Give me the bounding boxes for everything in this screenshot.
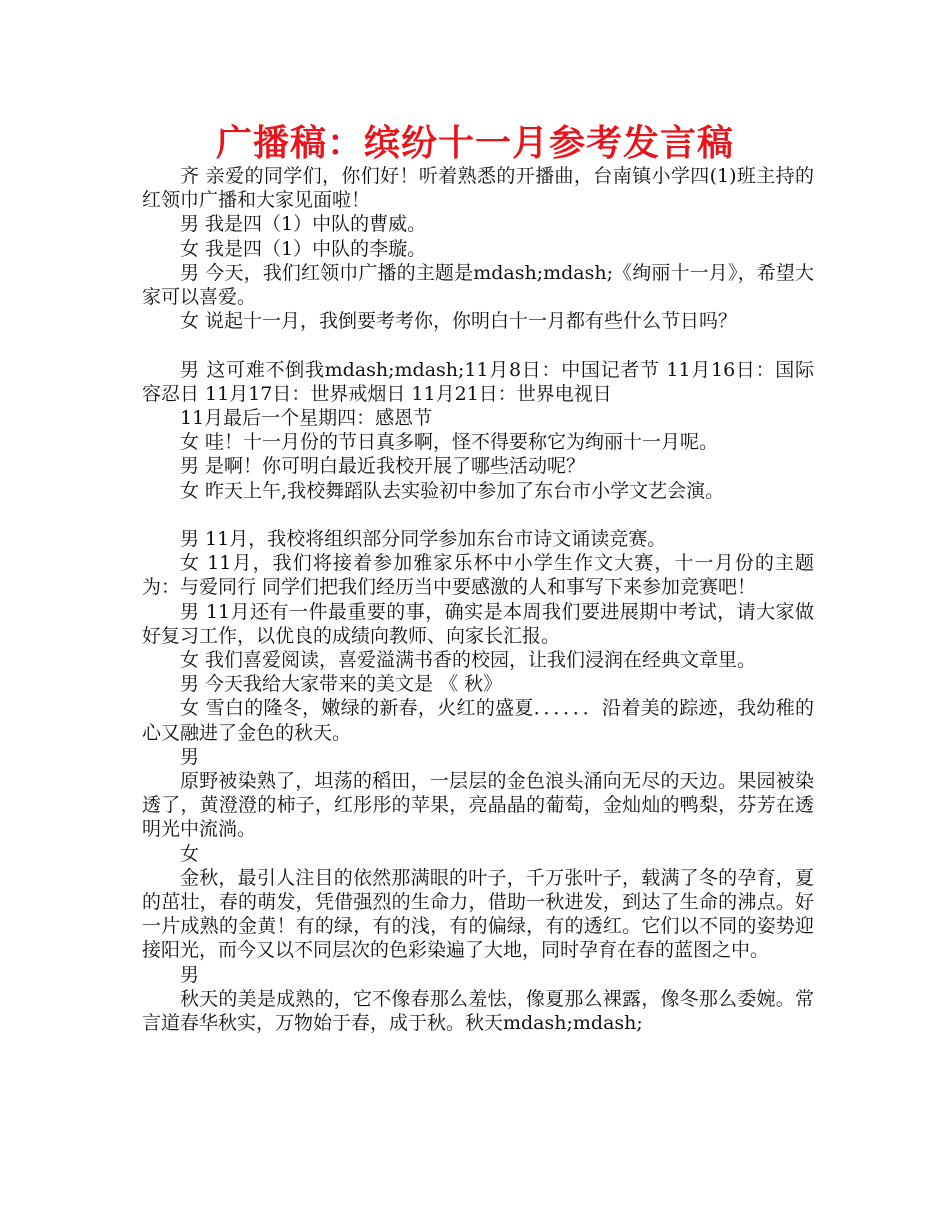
paragraph: 男 11月，我校将组织部分同学参加东台市诗文诵读竞赛。 — [180, 528, 667, 551]
paragraph: 原野被染熟了，坦荡的稻田，一层层的金色浪头涌向无尽的天边。果园被染透了，黄澄澄的柿子，红彤彤的苹果，亮晶晶的葡萄，金灿灿的鸭梨，芬芳在透明光中流淌。 — [142, 770, 814, 841]
document-body — [142, 164, 814, 1035]
paragraph: 男 我是四（1）中队的曹威。 — [180, 213, 427, 236]
paragraph: 男 11月还有一件最重要的事，确实是本周我们要进展期中考试，请大家做好复习工作，以优良的成绩向教师、向家长汇报。 — [142, 600, 814, 647]
paragraph: 男 今天我给大家带来的美文是 《 秋》 — [180, 673, 503, 696]
paragraph: 金秋，最引人注目的依然那满眼的叶子，千万张叶子，载满了冬的孕育，夏的茁壮，春的萌发，凭借强烈的生命力，借助一秋进发，到达了生命的沸点。好一片成熟的金黄！有的绿，有的浅，有的偏绿，有的透红。它们以不同的姿势迎接阳光，而今又以不同层次的色彩染遍了大地，同时孕育在春的蓝图之中。 — [142, 866, 814, 962]
paragraph: 齐 亲爱的同学们，你们好！听着熟悉的开播曲，台南镇小学四(1)班主持的红领巾广播和大家见面啦！ — [142, 165, 814, 212]
paragraph: 女 昨天上午,我校舞蹈队去实验初中参加了东台市小学文艺会演。 — [180, 479, 725, 502]
document-title: 广播稿：缤纷十一月参考发言稿 — [215, 123, 734, 164]
paragraph: 女 11月，我们将接着参加雅家乐杯中小学生作文大赛，十一月份的主题为：与爱同行 同学们把我们经历当中要感激的人和事写下来参加竞赛吧！ — [142, 552, 814, 599]
paragraph: 女 哇！十一月份的节日真多啊，怪不得要称它为绚丽十一月呢。 — [180, 431, 719, 454]
paragraph: 女 说起十一月，我倒要考考你，你明白十一月都有些什么节日吗？ — [180, 310, 738, 333]
paragraph: 秋天的美是成熟的，它不像春那么羞怯，像夏那么裸露，像冬那么委婉。常言道春华秋实，万物始于春，成于秋。秋天mdash;mdash; — [142, 987, 814, 1035]
paragraph: 男 这可难不倒我mdash;mdash;11月8日：中国记者节 11月16日：国际容忍日 11月17日：世界戒烟日 11月21日：世界电视日 — [142, 358, 814, 405]
paragraph: 女 我们喜爱阅读，喜爱溢满书香的校园，让我们浸润在经典文章里。 — [180, 649, 757, 672]
paragraph: 女 我是四（1）中队的李璇。 — [180, 237, 427, 260]
paragraph: 女 雪白的隆冬，嫩绿的新春，火红的盛夏．．．．．．沿着美的踪迹，我幼稚的心又融进了金色的秋天。 — [142, 697, 814, 744]
speaker-label: 男 — [180, 745, 200, 768]
paragraph: 男 今天，我们红领巾广播的主题是mdash;mdash;《绚丽十一月》，希望大家可以喜爱。 — [142, 261, 814, 309]
paragraph: 11月最后一个星期四：感恩节 — [180, 407, 433, 430]
speaker-label: 男 — [180, 963, 200, 986]
speaker-label: 女 — [180, 842, 200, 865]
paragraph: 男 是啊！你可明白最近我校开展了哪些活动呢？ — [180, 455, 586, 478]
